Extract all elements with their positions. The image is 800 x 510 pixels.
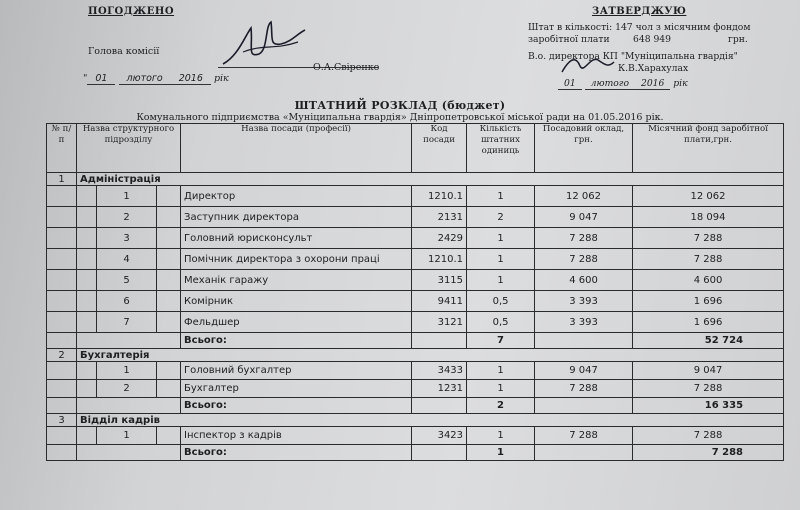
spacer-cell [412,398,467,414]
table-row [47,207,784,228]
position-code: 9411 [412,291,467,312]
agreed-date-suffix: рік [213,73,229,84]
spacer-cell [157,207,181,228]
row-number: 7 [97,312,157,333]
table-header-row [47,124,784,173]
section-number: 3 [47,414,77,427]
salary: 7 288 [535,249,633,270]
table-row [47,312,784,333]
salary: 7 288 [535,228,633,249]
salary: 4 600 [535,270,633,291]
monthly-fund: 18 094 [633,207,784,228]
commission-head-label: Голова комісії [88,46,160,57]
row-number: 5 [97,270,157,291]
commission-head-name: О.А.Свіренко [313,62,380,73]
salary: 3 393 [535,291,633,312]
staff-count: 1 [467,249,535,270]
row-number: 4 [97,249,157,270]
monthly-fund: 1 696 [633,291,784,312]
commission-signature [213,16,313,71]
section-row [47,173,784,186]
table-row [47,270,784,291]
staff-count: 0,5 [467,291,535,312]
total-row [47,398,784,414]
staff-count: 0,5 [467,312,535,333]
table-row [47,380,784,398]
section-name: Адміністрація [77,173,784,186]
row-number: 6 [97,291,157,312]
director-name: К.В.Харахулах [618,63,689,74]
position-name: Заступник директора [181,207,412,228]
salary: 9 047 [535,207,633,228]
spacer-cell [47,228,77,249]
section-row [47,349,784,362]
header-code: Код посади [412,124,467,173]
director-text: В.о. директора КП "Муніципальна гвардія" [528,51,738,62]
monthly-fund: 9 047 [633,362,784,380]
row-number: 2 [97,207,157,228]
total-fund: 7 288 [633,445,784,461]
document-subtitle: Комунального підприємства «Муніципальна гвардія» Дніпропетровської міської ради на 01.05.2016 рік. [136,112,664,123]
total-row [47,333,784,349]
approved-label: ЗАТВЕРДЖУЮ [592,6,687,17]
position-code: 1210.1 [412,249,467,270]
spacer-cell [535,398,633,414]
table-row [47,228,784,249]
salary: 12 062 [535,186,633,207]
position-code: 3121 [412,312,467,333]
spacer-cell [157,249,181,270]
agreed-label: ПОГОДЖЕНО [88,6,175,17]
staff-count-text: Штат в кількості: 147 чол з місячним фондом [528,22,751,33]
position-name: Директор [181,186,412,207]
spacer-cell [77,380,97,398]
monthly-fund: 7 288 [633,228,784,249]
position-name: Механік гаражу [181,270,412,291]
position-name: Комірник [181,291,412,312]
staff-count: 1 [467,427,535,445]
monthly-fund: 4 600 [633,270,784,291]
position-code: 3423 [412,427,467,445]
position-name: Помічник директора з охорони праці [181,249,412,270]
total-label: Всього: [181,398,412,414]
spacer-cell [157,270,181,291]
spacer-cell [77,333,181,349]
total-count: 7 [467,333,535,349]
spacer-cell [47,186,77,207]
agreed-date-day: 01 [87,73,115,85]
spacer-cell [157,312,181,333]
table-row [47,362,784,380]
spacer-cell [77,398,181,414]
approved-date-year: 2016 [635,78,670,90]
approved-date [558,78,688,90]
header-count: Кількість штатних одиниць [467,124,535,173]
salary: 9 047 [535,362,633,380]
fund-row [528,34,748,46]
spacer-cell [77,270,97,291]
spacer-cell [47,291,77,312]
row-number: 1 [97,362,157,380]
position-code: 2131 [412,207,467,228]
spacer-cell [47,249,77,270]
staff-count: 1 [467,270,535,291]
staff-count: 1 [467,186,535,207]
approved-date-suffix: рік [673,78,688,89]
monthly-fund: 1 696 [633,312,784,333]
position-code: 2429 [412,228,467,249]
spacer-cell [77,445,181,461]
document-title: ШТАТНИЙ РОЗКЛАД (бюджет) [294,99,506,112]
spacer-cell [77,291,97,312]
total-fund: 52 724 [633,333,784,349]
total-row [47,445,784,461]
staff-count: 2 [467,207,535,228]
monthly-fund: 7 288 [633,380,784,398]
spacer-cell [157,362,181,380]
agreed-date-month: лютого [119,73,171,85]
section-name: Відділ кадрів [77,414,784,427]
spacer-cell [157,427,181,445]
total-label: Всього: [181,333,412,349]
spacer-cell [47,380,77,398]
spacer-cell [47,312,77,333]
position-name: Інспектор з кадрів [181,427,412,445]
spacer-cell [412,445,467,461]
spacer-cell [77,362,97,380]
total-label: Всього: [181,445,412,461]
staff-table [46,123,784,461]
spacer-cell [47,398,77,414]
fund-amount: 648 949 [633,34,671,45]
staff-count: 1 [467,380,535,398]
fund-label: заробітної плати [528,34,610,45]
section-row [47,414,784,427]
spacer-cell [77,312,97,333]
position-name: Бухгалтер [181,380,412,398]
table-row [47,291,784,312]
staff-count: 1 [467,362,535,380]
spacer-cell [157,291,181,312]
position-name: Головний юрисконсульт [181,228,412,249]
position-code: 3433 [412,362,467,380]
agreed-date [83,73,229,84]
header-salary: Посадовий оклад, грн. [535,124,633,173]
table-row [47,249,784,270]
total-count: 2 [467,398,535,414]
spacer-cell [77,427,97,445]
staff-count: 1 [467,228,535,249]
spacer-cell [77,207,97,228]
spacer-cell [77,186,97,207]
header-fund: Місячний фонд заробітної плати,грн. [633,124,784,173]
position-code: 3115 [412,270,467,291]
row-number: 2 [97,380,157,398]
spacer-cell [47,270,77,291]
spacer-cell [157,380,181,398]
total-count: 1 [467,445,535,461]
approved-date-month: лютого [585,78,635,90]
section-number: 1 [47,173,77,186]
monthly-fund: 7 288 [633,249,784,270]
spacer-cell [47,207,77,228]
position-code: 1231 [412,380,467,398]
row-number: 1 [97,186,157,207]
agreed-date-year: 2016 [171,73,211,85]
salary: 7 288 [535,427,633,445]
spacer-cell [77,249,97,270]
director-signature [558,52,618,78]
salary: 3 393 [535,312,633,333]
spacer-cell [77,228,97,249]
spacer-cell [535,445,633,461]
spacer-cell [47,445,77,461]
agreed-block [83,6,418,84]
position-code: 1210.1 [412,186,467,207]
row-number: 1 [97,427,157,445]
monthly-fund: 12 062 [633,186,784,207]
date-quote: " [83,73,88,84]
salary: 7 288 [535,380,633,398]
spacer-cell [47,362,77,380]
spacer-cell [47,427,77,445]
spacer-cell [535,333,633,349]
monthly-fund: 7 288 [633,427,784,445]
section-name: Бухгалтерія [77,349,784,362]
header-unit: Назва структурного підрозділу [77,124,181,173]
total-fund: 16 335 [633,398,784,414]
spacer-cell [412,333,467,349]
header-position: Назва посади (професії) [181,124,412,173]
section-number: 2 [47,349,77,362]
position-name: Фельдшер [181,312,412,333]
fund-currency: грн. [728,34,748,45]
table-row [47,427,784,445]
header-num: № п/п [47,124,77,173]
position-name: Головний бухгалтер [181,362,412,380]
spacer-cell [47,333,77,349]
row-number: 3 [97,228,157,249]
approved-date-day: 01 [558,78,582,90]
spacer-cell [157,186,181,207]
table-row [47,186,784,207]
spacer-cell [157,228,181,249]
